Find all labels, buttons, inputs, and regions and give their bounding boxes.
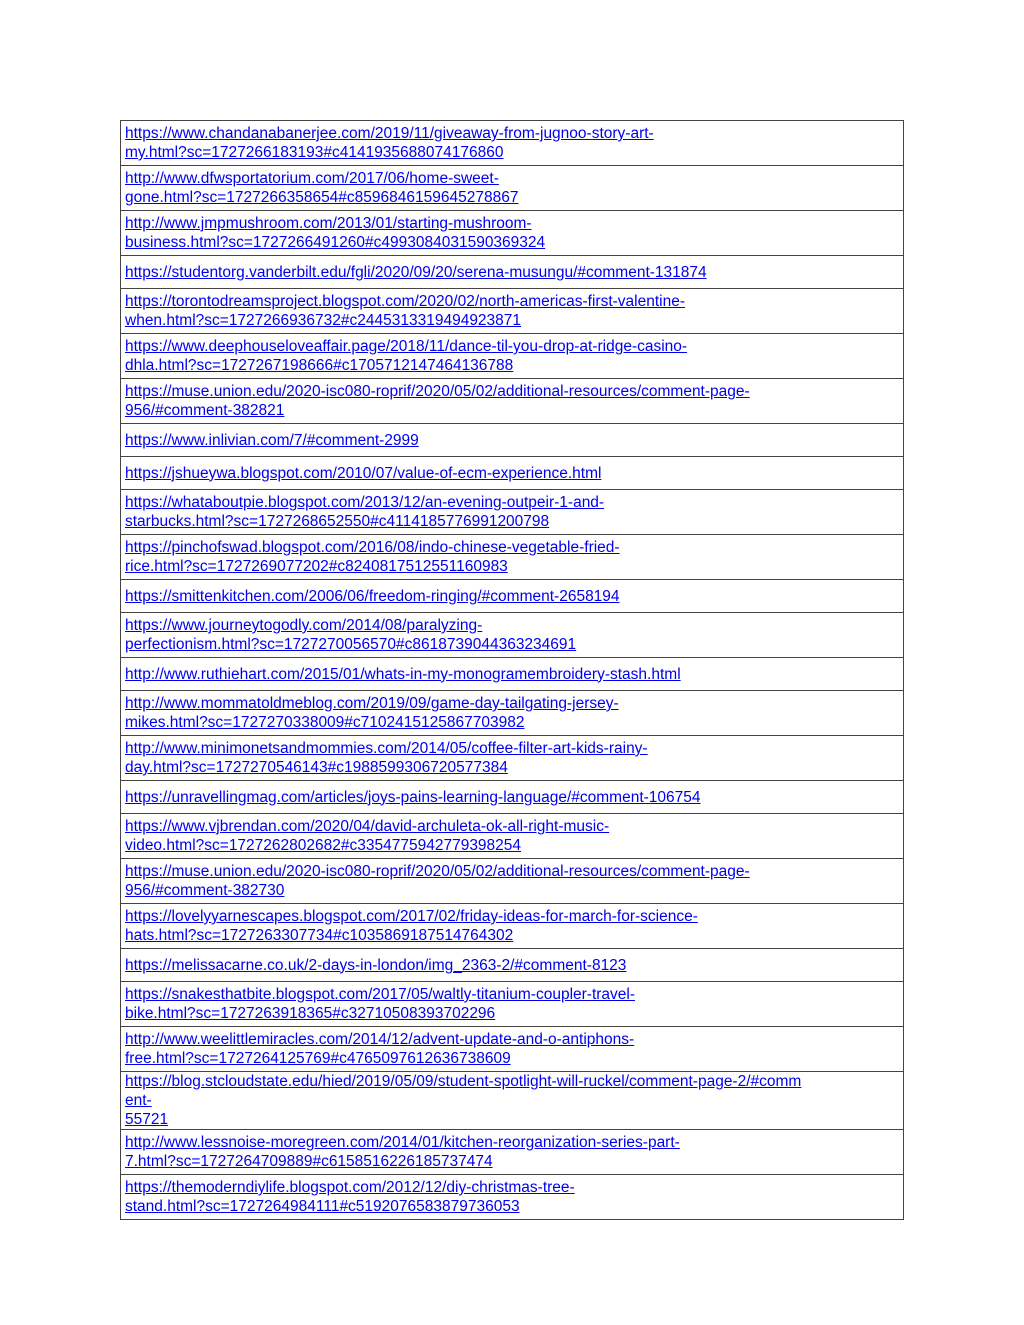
url-link[interactable] bbox=[125, 1133, 805, 1171]
table-row bbox=[121, 949, 904, 982]
table-row bbox=[121, 1072, 904, 1130]
url-link[interactable] bbox=[125, 263, 805, 282]
url-link-line-1: https://www.deephouseloveaffair.page/2018/11/dance-til-you-drop-at-ridge-casino- bbox=[125, 338, 688, 355]
url-link[interactable] bbox=[125, 464, 805, 483]
table-row bbox=[121, 736, 904, 781]
link-cell bbox=[121, 289, 904, 334]
table-row bbox=[121, 613, 904, 658]
url-link-line-2: stand.html?sc=1727264984111#c5192076583879736053 bbox=[125, 1198, 520, 1215]
url-link[interactable] bbox=[125, 956, 805, 975]
url-link-line-2: free.html?sc=1727264125769#c4765097612636738609 bbox=[125, 1050, 511, 1067]
url-link[interactable] bbox=[125, 337, 805, 375]
link-cell bbox=[121, 1175, 904, 1220]
table-row bbox=[121, 814, 904, 859]
table-row bbox=[121, 904, 904, 949]
link-cell bbox=[121, 859, 904, 904]
url-link-line-1: https://www.chandanabanerjee.com/2019/11/giveaway-from-jugnoo-story-art- bbox=[125, 125, 654, 142]
link-cell bbox=[121, 121, 904, 166]
link-cell bbox=[121, 949, 904, 982]
url-link-line-2: hats.html?sc=1727263307734#c1035869187514764302 bbox=[125, 927, 514, 944]
url-link[interactable] bbox=[125, 1072, 805, 1129]
table-row bbox=[121, 289, 904, 334]
url-link[interactable] bbox=[125, 1178, 805, 1216]
url-link-line-1: https://unravellingmag.com/articles/joys-pains-learning-language/#comment-106754 bbox=[125, 788, 701, 806]
url-link-line-1: http://www.mommatoldmeblog.com/2019/09/game-day-tailgating-jersey- bbox=[125, 695, 619, 712]
url-link[interactable] bbox=[125, 616, 805, 654]
link-cell bbox=[121, 535, 904, 580]
url-link[interactable] bbox=[125, 493, 805, 531]
link-cell bbox=[121, 1072, 904, 1130]
url-link[interactable] bbox=[125, 694, 805, 732]
table-row bbox=[121, 535, 904, 580]
link-cell bbox=[121, 580, 904, 613]
link-cell bbox=[121, 211, 904, 256]
table-row bbox=[121, 691, 904, 736]
table-row bbox=[121, 1175, 904, 1220]
url-link-line-1: https://blog.stcloudstate.edu/hied/2019/05/09/student-spotlight-will-ruckel/comment-page-2/#comment- bbox=[125, 1073, 802, 1109]
url-link[interactable] bbox=[125, 907, 805, 945]
table-row bbox=[121, 166, 904, 211]
link-cell bbox=[121, 1027, 904, 1072]
url-link-line-1: https://torontodreamsproject.blogspot.com/2020/02/north-americas-first-valentine- bbox=[125, 293, 685, 310]
url-link[interactable] bbox=[125, 739, 805, 777]
link-table bbox=[120, 120, 904, 1220]
table-row bbox=[121, 211, 904, 256]
url-link-line-1: https://studentorg.vanderbilt.edu/fgli/2020/09/20/serena-musungu/#comment-131874 bbox=[125, 263, 707, 281]
url-link-line-2: gone.html?sc=1727266358654#c8596846159645278867 bbox=[125, 189, 519, 206]
url-link-line-2: 956/#comment-382730 bbox=[125, 882, 285, 899]
link-cell bbox=[121, 457, 904, 490]
url-link[interactable] bbox=[125, 382, 805, 420]
url-link-line-1: https://smittenkitchen.com/2006/06/freedom-ringing/#comment-2658194 bbox=[125, 587, 620, 605]
link-cell bbox=[121, 736, 904, 781]
url-link-line-2: rice.html?sc=1727269077202#c8240817512551160983 bbox=[125, 558, 508, 575]
url-link-line-1: https://www.inlivian.com/7/#comment-2999 bbox=[125, 431, 419, 449]
table-row bbox=[121, 1027, 904, 1072]
link-cell bbox=[121, 904, 904, 949]
url-link-line-1: http://www.jmpmushroom.com/2013/01/starting-mushroom- bbox=[125, 215, 532, 232]
url-link-line-2: video.html?sc=1727262802682#c3354775942779398254 bbox=[125, 837, 522, 854]
url-link[interactable] bbox=[125, 214, 805, 252]
table-row bbox=[121, 379, 904, 424]
url-link-line-1: https://lovelyyarnescapes.blogspot.com/2017/02/friday-ideas-for-march-for-science- bbox=[125, 908, 698, 925]
url-link[interactable] bbox=[125, 431, 805, 450]
table-row bbox=[121, 781, 904, 814]
table-row bbox=[121, 982, 904, 1027]
url-link[interactable] bbox=[125, 1030, 805, 1068]
table-row bbox=[121, 658, 904, 691]
link-cell bbox=[121, 256, 904, 289]
url-link-line-1: http://www.ruthiehart.com/2015/01/whats-in-my-monogramembroidery-stash.html bbox=[125, 665, 681, 683]
table-row bbox=[121, 1130, 904, 1175]
url-link-line-1: https://jshueywa.blogspot.com/2010/07/value-of-ecm-experience.html bbox=[125, 464, 602, 482]
url-link-line-1: https://muse.union.edu/2020-isc080-roprif/2020/05/02/additional-resources/comment-page- bbox=[125, 863, 750, 880]
url-link-line-2: day.html?sc=1727270546143#c1988599306720577384 bbox=[125, 759, 508, 776]
link-cell bbox=[121, 658, 904, 691]
url-link[interactable] bbox=[125, 587, 805, 606]
url-link-line-1: https://themoderndiylife.blogspot.com/2012/12/diy-christmas-tree- bbox=[125, 1179, 575, 1196]
url-link-line-2: dhla.html?sc=1727267198666#c1705712147464136788 bbox=[125, 357, 514, 374]
url-link-line-1: http://www.weelittlemiracles.com/2014/12/advent-update-and-o-antiphons- bbox=[125, 1031, 635, 1048]
url-link[interactable] bbox=[125, 788, 805, 807]
link-cell bbox=[121, 1130, 904, 1175]
url-link-line-2: bike.html?sc=1727263918365#c32710508393702296 bbox=[125, 1005, 496, 1022]
url-link[interactable] bbox=[125, 124, 805, 162]
table-row bbox=[121, 490, 904, 535]
link-table-body bbox=[121, 121, 904, 1220]
url-link-line-2: perfectionism.html?sc=1727270056570#c8618739044363234691 bbox=[125, 636, 577, 653]
link-cell bbox=[121, 424, 904, 457]
url-link-line-1: https://snakesthatbite.blogspot.com/2017/05/waltly-titanium-coupler-travel- bbox=[125, 986, 636, 1003]
link-cell bbox=[121, 982, 904, 1027]
table-row bbox=[121, 121, 904, 166]
url-link-line-2: business.html?sc=1727266491260#c4993084031590369324 bbox=[125, 234, 546, 251]
link-cell bbox=[121, 334, 904, 379]
link-cell bbox=[121, 379, 904, 424]
url-link-line-1: http://www.lessnoise-moregreen.com/2014/01/kitchen-reorganization-series-part- bbox=[125, 1134, 680, 1151]
url-link-line-1: https://muse.union.edu/2020-isc080-roprif/2020/05/02/additional-resources/comment-page- bbox=[125, 383, 750, 400]
url-link[interactable] bbox=[125, 292, 805, 330]
url-link-line-1: https://melissacarne.co.uk/2-days-in-london/img_2363-2/#comment-8123 bbox=[125, 956, 627, 974]
link-cell bbox=[121, 781, 904, 814]
url-link[interactable] bbox=[125, 985, 805, 1023]
url-link[interactable] bbox=[125, 169, 805, 207]
url-link[interactable] bbox=[125, 665, 805, 684]
url-link-line-2: 55721 bbox=[125, 1111, 169, 1128]
url-link-line-2: when.html?sc=1727266936732#c2445313319494923871 bbox=[125, 312, 522, 329]
table-row bbox=[121, 457, 904, 490]
link-cell bbox=[121, 166, 904, 211]
link-cell bbox=[121, 613, 904, 658]
url-link-line-2: 956/#comment-382821 bbox=[125, 402, 285, 419]
url-link-line-1: https://www.vjbrendan.com/2020/04/david-archuleta-ok-all-right-music- bbox=[125, 818, 610, 835]
table-row bbox=[121, 334, 904, 379]
url-link-line-2: my.html?sc=1727266183193#c4141935688074176860 bbox=[125, 144, 504, 161]
table-row bbox=[121, 580, 904, 613]
url-link-line-1: https://www.journeytogodly.com/2014/08/paralyzing- bbox=[125, 617, 483, 634]
link-cell bbox=[121, 490, 904, 535]
url-link-line-2: mikes.html?sc=1727270338009#c7102415125867703982 bbox=[125, 714, 525, 731]
url-link-line-1: http://www.minimonetsandmommies.com/2014/05/coffee-filter-art-kids-rainy- bbox=[125, 740, 648, 757]
table-row bbox=[121, 256, 904, 289]
url-link[interactable] bbox=[125, 817, 805, 855]
url-link[interactable] bbox=[125, 862, 805, 900]
table-row bbox=[121, 424, 904, 457]
link-cell bbox=[121, 814, 904, 859]
url-link-line-1: https://pinchofswad.blogspot.com/2016/08/indo-chinese-vegetable-fried- bbox=[125, 539, 620, 556]
table-row bbox=[121, 859, 904, 904]
url-link-line-2: 7.html?sc=1727264709889#c6158516226185737474 bbox=[125, 1153, 493, 1170]
link-cell bbox=[121, 691, 904, 736]
url-link[interactable] bbox=[125, 538, 805, 576]
url-link-line-1: http://www.dfwsportatorium.com/2017/06/home-sweet- bbox=[125, 170, 499, 187]
url-link-line-1: https://whataboutpie.blogspot.com/2013/12/an-evening-outpeir-1-and- bbox=[125, 494, 605, 511]
url-link-line-2: starbucks.html?sc=1727268652550#c4114185776991200798 bbox=[125, 513, 550, 530]
